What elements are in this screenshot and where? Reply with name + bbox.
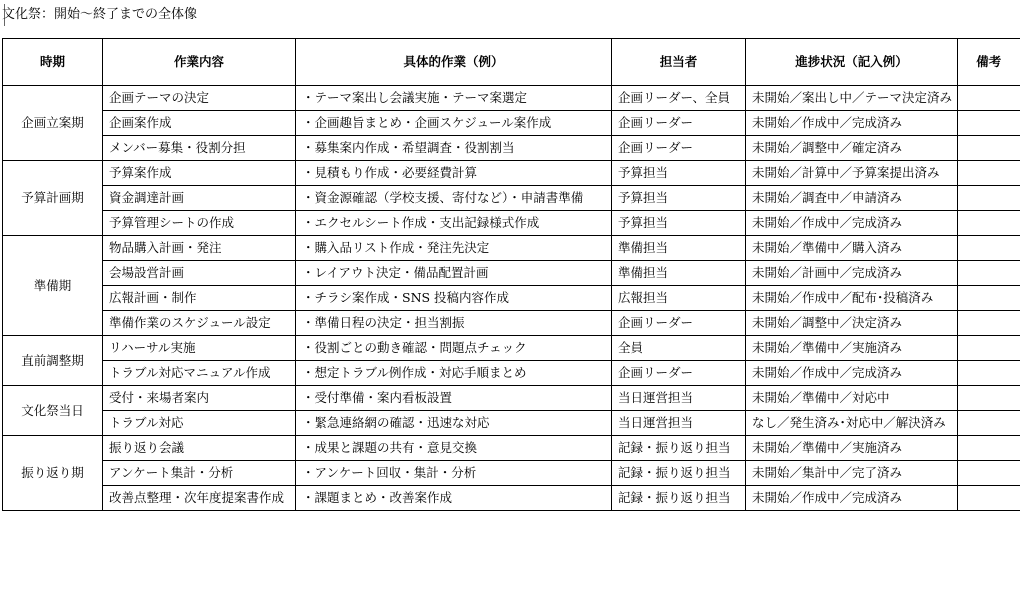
remarks-cell xyxy=(958,136,1020,161)
period-cell: 直前調整期 xyxy=(3,336,103,386)
period-cell: 企画立案期 xyxy=(3,86,103,161)
status-cell: 未開始／作成中／完成済み xyxy=(746,486,958,511)
task-cell: メンバー募集・役割分担 xyxy=(103,136,296,161)
table-row xyxy=(3,136,1020,161)
remarks-cell xyxy=(958,161,1020,186)
table-row xyxy=(3,236,1020,261)
detail-cell: ・購入品リスト作成・発注先決定 xyxy=(296,236,612,261)
task-cell: 会場設営計画 xyxy=(103,261,296,286)
status-cell: 未開始／案出し中／テーマ決定済み xyxy=(746,86,958,111)
detail-cell: ・企画趣旨まとめ・企画スケジュール案作成 xyxy=(296,111,612,136)
status-cell: 未開始／調整中／確定済み xyxy=(746,136,958,161)
owner-cell: 記録・振り返り担当 xyxy=(612,486,746,511)
remarks-cell xyxy=(958,86,1020,111)
table-row xyxy=(3,286,1020,311)
status-cell: 未開始／集計中／完了済み xyxy=(746,461,958,486)
detail-cell: ・見積もり作成・必要経費計算 xyxy=(296,161,612,186)
task-cell: 振り返り会議 xyxy=(103,436,296,461)
detail-cell: ・準備日程の決定・担当割振 xyxy=(296,311,612,336)
status-cell: 未開始／計画中／完成済み xyxy=(746,261,958,286)
owner-cell: 当日運営担当 xyxy=(612,386,746,411)
period-cell: 振り返り期 xyxy=(3,436,103,511)
task-cell: 企画テーマの決定 xyxy=(103,86,296,111)
table-row xyxy=(3,336,1020,361)
table-row xyxy=(3,436,1020,461)
owner-cell: 企画リーダー xyxy=(612,361,746,386)
header-status: 進捗状況（記入例） xyxy=(746,39,958,86)
remarks-cell xyxy=(958,111,1020,136)
status-cell: 未開始／作成中／完成済み xyxy=(746,111,958,136)
task-cell: 広報計画・制作 xyxy=(103,286,296,311)
detail-cell: ・チラシ案作成・SNS 投稿内容作成 xyxy=(296,286,612,311)
table-row xyxy=(3,86,1020,111)
task-cell: 改善点整理・次年度提案書作成 xyxy=(103,486,296,511)
remarks-cell xyxy=(958,411,1020,436)
owner-cell: 企画リーダー、全員 xyxy=(612,86,746,111)
table-row xyxy=(3,211,1020,236)
detail-cell: ・受付準備・案内看板設置 xyxy=(296,386,612,411)
table-row xyxy=(3,461,1020,486)
remarks-cell xyxy=(958,311,1020,336)
detail-cell: ・レイアウト決定・備品配置計画 xyxy=(296,261,612,286)
owner-cell: 記録・振り返り担当 xyxy=(612,436,746,461)
remarks-cell xyxy=(958,336,1020,361)
detail-cell: ・課題まとめ・改善案作成 xyxy=(296,486,612,511)
table-row xyxy=(3,486,1020,511)
detail-cell: ・想定トラブル例作成・対応手順まとめ xyxy=(296,361,612,386)
schedule-table xyxy=(2,38,1020,511)
task-cell: 準備作業のスケジュール設定 xyxy=(103,311,296,336)
detail-cell: ・募集案内作成・希望調査・役割割当 xyxy=(296,136,612,161)
task-cell: アンケート集計・分析 xyxy=(103,461,296,486)
owner-cell: 予算担当 xyxy=(612,161,746,186)
table-row xyxy=(3,261,1020,286)
status-cell: 未開始／作成中／完成済み xyxy=(746,211,958,236)
status-cell: 未開始／準備中／実施済み xyxy=(746,336,958,361)
status-cell: 未開始／作成中／完成済み xyxy=(746,361,958,386)
remarks-cell xyxy=(958,486,1020,511)
status-cell: 未開始／準備中／実施済み xyxy=(746,436,958,461)
owner-cell: 準備担当 xyxy=(612,261,746,286)
remarks-cell xyxy=(958,436,1020,461)
owner-cell: 記録・振り返り担当 xyxy=(612,461,746,486)
owner-cell: 予算担当 xyxy=(612,211,746,236)
status-cell: 未開始／調整中／決定済み xyxy=(746,311,958,336)
table-body xyxy=(3,86,1020,511)
task-cell: 受付・来場者案内 xyxy=(103,386,296,411)
detail-cell: ・エクセルシート作成・支出記録様式作成 xyxy=(296,211,612,236)
period-cell: 文化祭当日 xyxy=(3,386,103,436)
remarks-cell xyxy=(958,186,1020,211)
remarks-cell xyxy=(958,286,1020,311)
detail-cell: ・テーマ案出し会議実施・テーマ案選定 xyxy=(296,86,612,111)
table-row xyxy=(3,386,1020,411)
period-cell: 準備期 xyxy=(3,236,103,336)
remarks-cell xyxy=(958,261,1020,286)
owner-cell: 企画リーダー xyxy=(612,136,746,161)
table-row xyxy=(3,361,1020,386)
owner-cell: 企画リーダー xyxy=(612,111,746,136)
table-row xyxy=(3,111,1020,136)
header-task: 作業内容 xyxy=(103,39,296,86)
status-cell: 未開始／準備中／購入済み xyxy=(746,236,958,261)
table-row xyxy=(3,311,1020,336)
status-cell: 未開始／調査中／申請済み xyxy=(746,186,958,211)
owner-cell: 広報担当 xyxy=(612,286,746,311)
owner-cell: 予算担当 xyxy=(612,186,746,211)
status-cell: 未開始／作成中／配布･投稿済み xyxy=(746,286,958,311)
header-detail: 具体的作業（例） xyxy=(296,39,612,86)
status-cell: なし／発生済み･対応中／解決済み xyxy=(746,411,958,436)
owner-cell: 準備担当 xyxy=(612,236,746,261)
detail-cell: ・アンケート回収・集計・分析 xyxy=(296,461,612,486)
header-remarks: 備考 xyxy=(958,39,1020,86)
detail-cell: ・成果と課題の共有・意見交換 xyxy=(296,436,612,461)
task-cell: 資金調達計画 xyxy=(103,186,296,211)
task-cell: 物品購入計画・発注 xyxy=(103,236,296,261)
status-cell: 未開始／計算中／予算案提出済み xyxy=(746,161,958,186)
header-row xyxy=(3,39,1020,86)
task-cell: トラブル対応マニュアル作成 xyxy=(103,361,296,386)
owner-cell: 当日運営担当 xyxy=(612,411,746,436)
task-cell: リハーサル実施 xyxy=(103,336,296,361)
remarks-cell xyxy=(958,236,1020,261)
task-cell: 企画案作成 xyxy=(103,111,296,136)
table-row xyxy=(3,411,1020,436)
remarks-cell xyxy=(958,461,1020,486)
header-owner: 担当者 xyxy=(612,39,746,86)
task-cell: 予算管理シートの作成 xyxy=(103,211,296,236)
table-row xyxy=(3,161,1020,186)
status-cell: 未開始／準備中／対応中 xyxy=(746,386,958,411)
task-cell: トラブル対応 xyxy=(103,411,296,436)
task-cell: 予算案作成 xyxy=(103,161,296,186)
detail-cell: ・役割ごとの動き確認・問題点チェック xyxy=(296,336,612,361)
table-row xyxy=(3,186,1020,211)
remarks-cell xyxy=(958,211,1020,236)
document-title: 文化祭：開始～終了までの全体像 xyxy=(2,7,198,22)
detail-cell: ・資金源確認（学校支援、寄付など）・申請書準備 xyxy=(296,186,612,211)
period-cell: 予算計画期 xyxy=(3,161,103,236)
header-period: 時期 xyxy=(3,39,103,86)
owner-cell: 企画リーダー xyxy=(612,311,746,336)
remarks-cell xyxy=(958,361,1020,386)
owner-cell: 全員 xyxy=(612,336,746,361)
remarks-cell xyxy=(958,386,1020,411)
detail-cell: ・緊急連絡網の確認・迅速な対応 xyxy=(296,411,612,436)
